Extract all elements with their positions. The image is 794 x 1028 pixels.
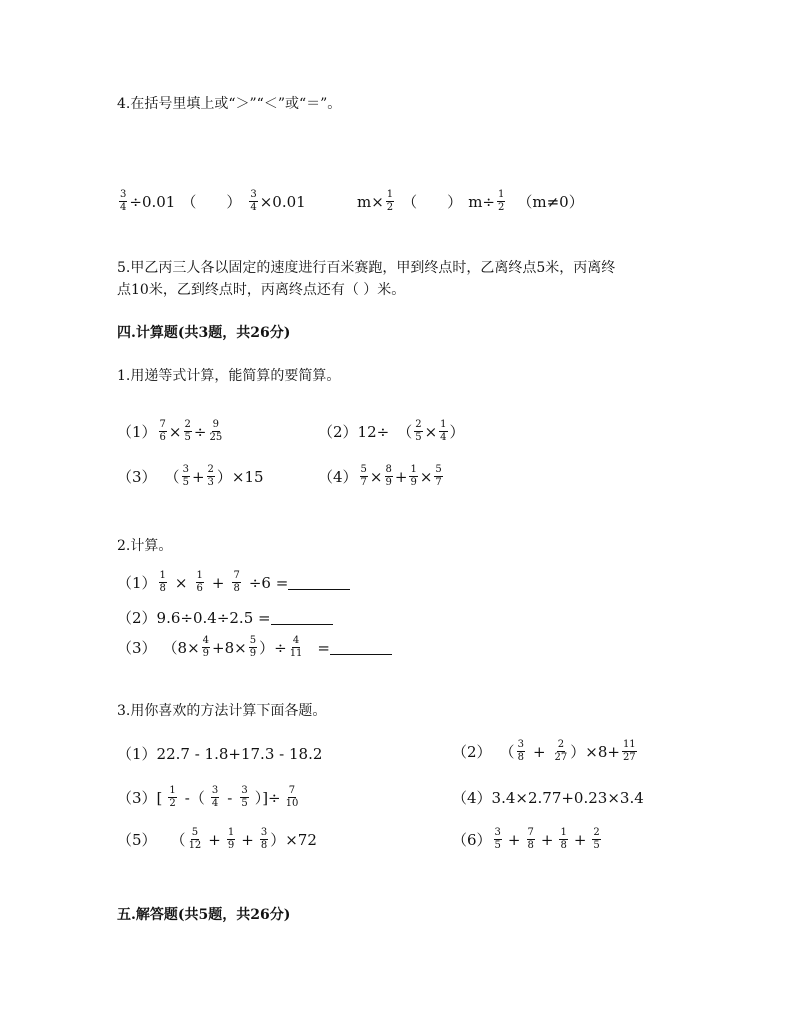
math-token: （ [164, 468, 180, 486]
fraction [207, 465, 215, 488]
math-token: ×15 [231, 467, 264, 486]
numerator: 2 [207, 464, 214, 475]
math-token: ÷0.01 [129, 192, 176, 211]
math-token: （1） [117, 745, 157, 763]
math-token: - [227, 788, 233, 807]
answer-blank[interactable] [330, 640, 392, 655]
denominator: 7 [435, 477, 442, 488]
numerator: 4 [202, 635, 210, 646]
c1-problem-1 [117, 420, 225, 443]
math-token: （ [397, 423, 413, 441]
math-token: （2） [318, 423, 358, 441]
math-token: = [317, 638, 330, 657]
numerator: 3 [494, 827, 501, 838]
c3-problem-4 [452, 787, 644, 808]
math-token: ）×8+ [570, 743, 620, 761]
c1-title: 1.用递等式计算，能简算的要简算。 [117, 368, 341, 384]
denominator: 2 [169, 798, 176, 809]
numerator: 1 [560, 827, 567, 838]
fraction [202, 636, 210, 659]
math-token: + [540, 830, 554, 849]
denominator: 4 [250, 202, 257, 213]
c3-problem-5 [117, 828, 317, 851]
math-token: + [208, 830, 221, 849]
fraction [249, 636, 257, 659]
denominator: 4 [120, 202, 127, 213]
math-token: （ [170, 831, 186, 849]
math-token: × [174, 573, 188, 592]
c1-problem-3 [117, 465, 264, 488]
math-token: ÷ [193, 422, 207, 441]
fraction [289, 636, 304, 659]
denominator: 8 [159, 583, 166, 594]
numerator: 5 [435, 464, 442, 475]
denominator: 2 [497, 202, 505, 213]
denominator: 5 [415, 432, 422, 443]
numerator: 2 [415, 419, 422, 430]
numerator: 3 [241, 785, 248, 796]
math-token: （1） [117, 574, 157, 592]
math-token: 22.7 - 1.8+17.3 - 18.2 [156, 744, 323, 763]
denominator: 5 [182, 477, 189, 488]
numerator: 1 [159, 570, 166, 581]
answer-paren[interactable]: （ ） [402, 193, 463, 211]
numerator: 7 [159, 419, 166, 430]
section-title-4: 四.计算题(共3题，共26分) [117, 325, 291, 341]
numerator: 3 [260, 827, 268, 838]
section-title-5: 五.解答题(共5题，共26分) [117, 907, 291, 923]
denominator: 4 [440, 432, 447, 443]
math-token: × [419, 467, 433, 486]
denominator: 9 [202, 648, 210, 659]
c3-title: 3.用你喜欢的方法计算下面各题。 [117, 703, 327, 719]
numerator: 7 [288, 785, 296, 796]
answer-paren[interactable]: （ ） [181, 193, 242, 211]
fraction [386, 190, 394, 213]
math-token: + [191, 467, 205, 486]
math-token: +8× [212, 638, 247, 657]
numerator: 5 [249, 635, 257, 646]
fraction [159, 420, 167, 443]
math-token: （3） [117, 789, 157, 807]
numerator: 3 [250, 189, 257, 200]
math-token: （3） [117, 639, 157, 657]
fraction [211, 786, 219, 809]
denominator: 5 [593, 840, 600, 851]
answer-blank[interactable] [288, 575, 350, 590]
denominator: 11 [289, 648, 303, 659]
fraction [527, 828, 535, 851]
denominator: 5 [241, 798, 248, 809]
numerator: 1 [440, 419, 447, 430]
fraction [554, 740, 569, 763]
q5-line-2: 点10米，乙到终点时，丙离终点还有（ ）米。 [117, 282, 406, 298]
denominator: 25 [209, 432, 223, 443]
denominator: 3 [207, 477, 214, 488]
math-token: （ [499, 743, 515, 761]
math-token: （2） [452, 743, 492, 761]
numerator: 8 [385, 464, 392, 475]
math-token: 9.6÷0.4÷2.5 = [156, 608, 271, 627]
math-token: （m≠0） [517, 193, 584, 211]
fraction [414, 420, 422, 443]
fraction [285, 786, 300, 809]
denominator: 8 [260, 840, 268, 851]
numerator: 1 [386, 189, 394, 200]
numerator: 2 [184, 419, 191, 430]
denominator: 4 [211, 798, 219, 809]
math-token: m÷ [468, 192, 495, 211]
fraction [188, 828, 203, 851]
fraction [385, 465, 393, 488]
fraction [240, 786, 248, 809]
numerator: 9 [212, 419, 219, 430]
numerator: 5 [360, 464, 367, 475]
numerator: 5 [191, 827, 199, 838]
denominator: 9 [385, 477, 392, 488]
denominator: 12 [188, 840, 202, 851]
denominator: 8 [560, 840, 567, 851]
fraction [409, 465, 417, 488]
numerator: 1 [497, 189, 505, 200]
q4-compare-row-1 [117, 190, 306, 213]
math-token: × [168, 422, 182, 441]
c1-problem-2 [318, 420, 465, 443]
c3-problem-1 [117, 743, 322, 764]
fraction [168, 786, 176, 809]
c2-title: 2.计算。 [117, 538, 173, 554]
math-token: + [507, 830, 521, 849]
math-token: ） [449, 423, 465, 441]
math-token: m× [357, 192, 384, 211]
math-token: + [394, 467, 408, 486]
fraction [439, 420, 447, 443]
fraction [497, 190, 505, 213]
math-token: 3.4×2.77+0.23×3.4 [491, 788, 644, 807]
math-token: ） [216, 468, 232, 486]
math-token: + [211, 573, 225, 592]
numerator: 2 [593, 827, 600, 838]
denominator: 5 [184, 432, 191, 443]
fraction [360, 465, 368, 488]
math-token: -（ [184, 789, 205, 807]
numerator: 3 [211, 785, 219, 796]
fraction [559, 828, 567, 851]
numerator: 1 [169, 785, 176, 796]
math-token: 12÷ [357, 422, 390, 441]
denominator: 2 [386, 202, 394, 213]
q4-compare-row-2 [357, 190, 584, 213]
fraction [182, 465, 190, 488]
numerator: 3 [182, 464, 189, 475]
math-token: （2） [117, 609, 157, 627]
math-token: （4） [452, 789, 492, 807]
denominator: 8 [527, 840, 534, 851]
denominator: 9 [249, 648, 257, 659]
fraction [119, 190, 127, 213]
math-token: [ [156, 788, 163, 807]
numerator: 4 [292, 635, 300, 646]
fraction [434, 465, 442, 488]
math-token: + [532, 742, 546, 761]
denominator: 6 [196, 583, 203, 594]
math-token: + [241, 830, 254, 849]
fraction [227, 828, 235, 851]
c2-problem-3 [117, 636, 392, 659]
denominator: 10 [285, 798, 299, 809]
numerator: 7 [233, 570, 240, 581]
math-token: × [369, 467, 383, 486]
math-token: × [424, 422, 438, 441]
fraction [517, 740, 525, 763]
fraction [159, 571, 167, 594]
fraction [592, 828, 600, 851]
c3-problem-6 [452, 828, 603, 851]
fraction [494, 828, 502, 851]
fraction [232, 571, 240, 594]
fraction [249, 190, 257, 213]
numerator: 3 [517, 739, 524, 750]
numerator: 2 [557, 739, 565, 750]
denominator: 5 [494, 840, 501, 851]
math-token: ÷6 = [248, 573, 289, 592]
denominator: 9 [227, 840, 235, 851]
math-token: ）×72 [270, 831, 317, 849]
denominator: 8 [517, 752, 524, 763]
math-token: （3） [117, 468, 157, 486]
c3-problem-2 [452, 740, 639, 763]
denominator: 9 [410, 477, 417, 488]
math-token: ）÷ [259, 639, 287, 657]
math-token: （1） [117, 423, 157, 441]
denominator: 27 [622, 752, 636, 763]
math-token: （8× [162, 639, 200, 657]
denominator: 27 [554, 752, 568, 763]
numerator: 3 [120, 189, 127, 200]
numerator: 1 [227, 827, 235, 838]
fraction [184, 420, 192, 443]
c2-problem-2 [117, 607, 333, 628]
c3-problem-3 [117, 786, 301, 809]
answer-blank[interactable] [271, 610, 333, 625]
q5-line-1: 5.甲乙丙三人各以固定的速度进行百米赛跑，甲到终点时，乙离终点5米，丙离终 [117, 260, 616, 276]
fraction [208, 420, 223, 443]
math-token: （6） [452, 831, 492, 849]
math-token: （4） [318, 468, 358, 486]
denominator: 6 [159, 432, 166, 443]
denominator: 8 [233, 583, 240, 594]
fraction [260, 828, 268, 851]
math-token: （5） [117, 831, 157, 849]
numerator: 7 [527, 827, 534, 838]
denominator: 7 [360, 477, 367, 488]
math-token: ）]÷ [254, 789, 281, 807]
c2-problem-1 [117, 571, 350, 594]
fraction [196, 571, 204, 594]
numerator: 11 [622, 739, 636, 750]
fraction [622, 740, 637, 763]
math-token: + [573, 830, 587, 849]
math-token: ×0.01 [259, 192, 306, 211]
numerator: 1 [196, 570, 203, 581]
numerator: 1 [410, 464, 417, 475]
q4-instruction: 4.在括号里填上或“＞”“＜”或“＝”。 [117, 96, 342, 112]
c1-problem-4 [318, 465, 445, 488]
